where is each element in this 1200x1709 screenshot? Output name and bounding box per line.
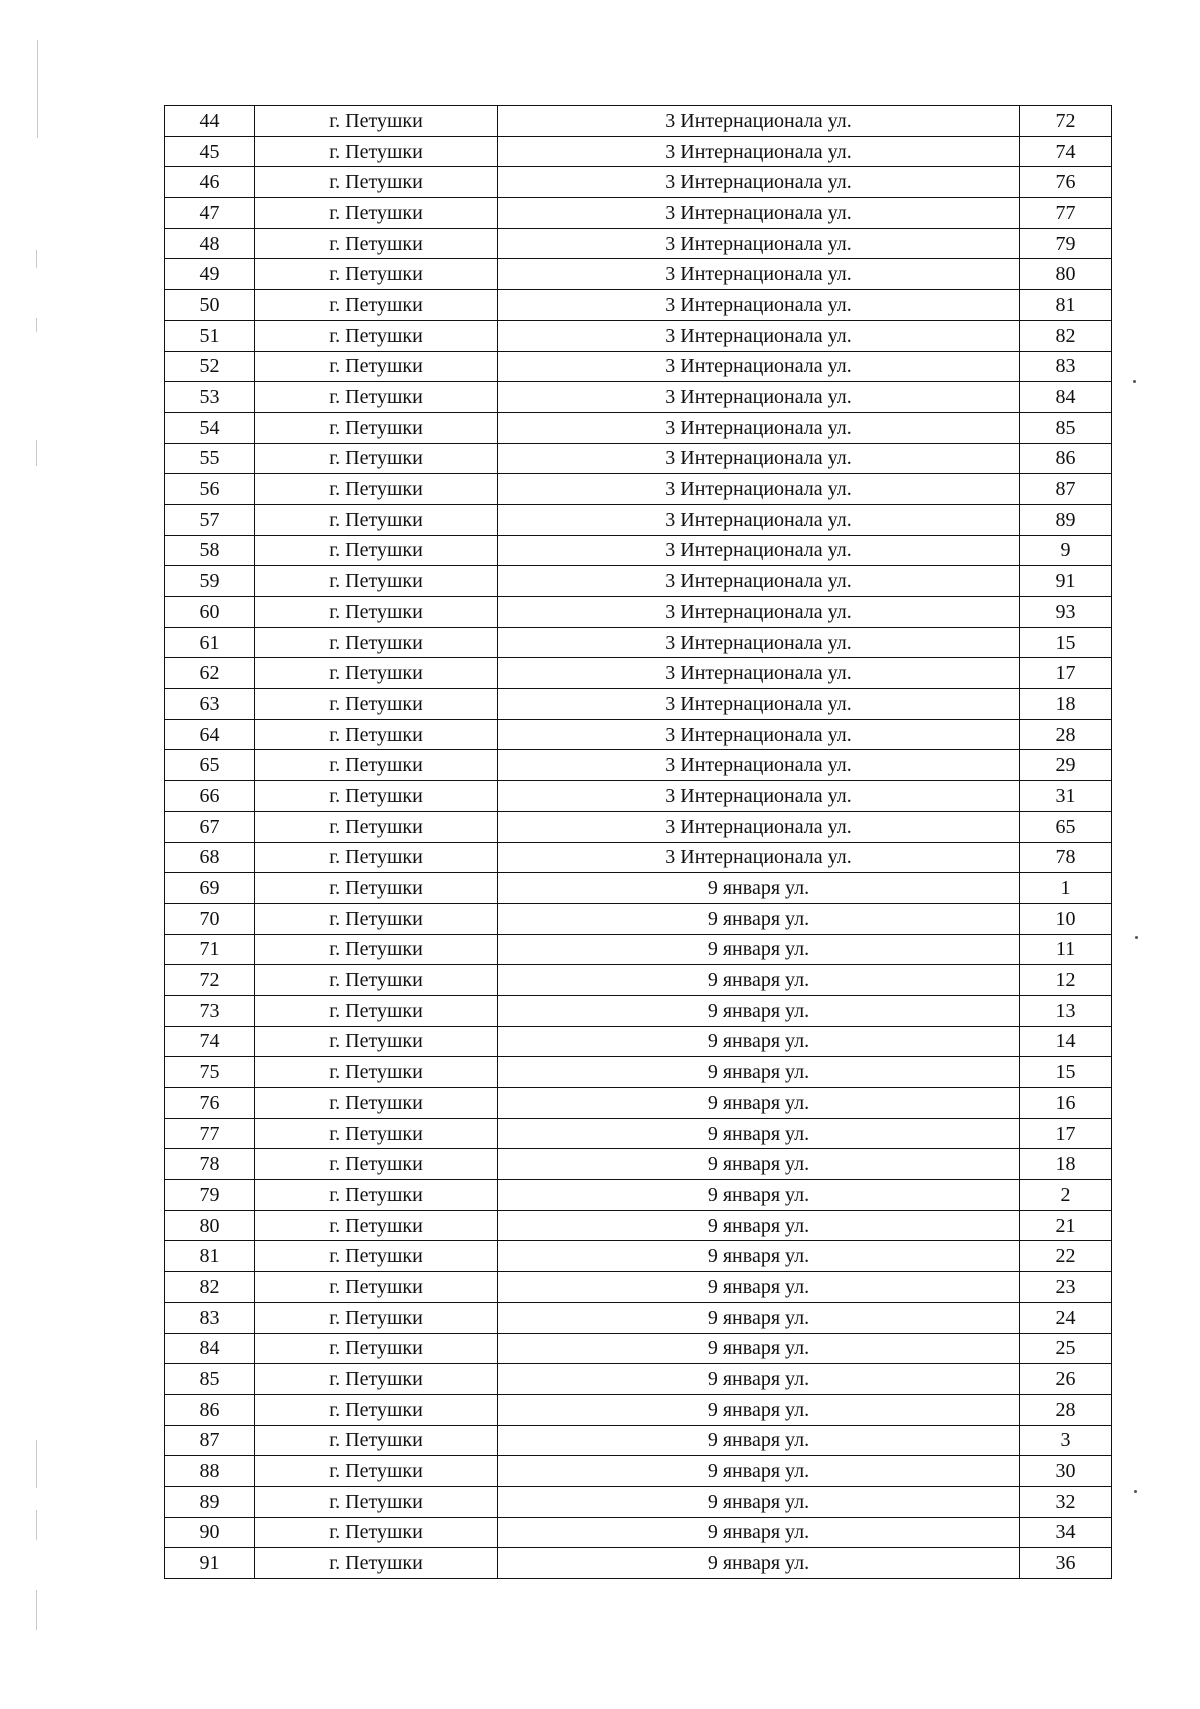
table-row bbox=[165, 1302, 1112, 1333]
row-number-cell: 69 bbox=[165, 873, 255, 904]
row-number-cell: 91 bbox=[165, 1548, 255, 1579]
row-number-cell: 55 bbox=[165, 443, 255, 474]
street-cell: 9 января ул. bbox=[498, 1088, 1020, 1119]
street-cell: 9 января ул. bbox=[498, 1394, 1020, 1425]
city-cell: г. Петушки bbox=[255, 290, 498, 321]
row-number-cell: 65 bbox=[165, 750, 255, 781]
table-row bbox=[165, 1272, 1112, 1303]
row-number-cell: 82 bbox=[165, 1272, 255, 1303]
city-cell: г. Петушки bbox=[255, 136, 498, 167]
city-cell: г. Петушки bbox=[255, 1302, 498, 1333]
row-number-cell: 71 bbox=[165, 934, 255, 965]
table-row bbox=[165, 136, 1112, 167]
address-table-body bbox=[165, 106, 1112, 1579]
house-number-cell: 93 bbox=[1020, 597, 1112, 628]
city-cell: г. Петушки bbox=[255, 1026, 498, 1057]
street-cell: 9 января ул. bbox=[498, 903, 1020, 934]
row-number-cell: 57 bbox=[165, 504, 255, 535]
house-number-cell: 22 bbox=[1020, 1241, 1112, 1272]
street-cell: 9 января ул. bbox=[498, 1180, 1020, 1211]
house-number-cell: 10 bbox=[1020, 903, 1112, 934]
row-number-cell: 70 bbox=[165, 903, 255, 934]
street-cell: 3 Интернационала ул. bbox=[498, 566, 1020, 597]
row-number-cell: 76 bbox=[165, 1088, 255, 1119]
table-row bbox=[165, 934, 1112, 965]
table-row bbox=[165, 504, 1112, 535]
street-cell: 3 Интернационала ул. bbox=[498, 167, 1020, 198]
row-number-cell: 61 bbox=[165, 627, 255, 658]
city-cell: г. Петушки bbox=[255, 1210, 498, 1241]
house-number-cell: 32 bbox=[1020, 1486, 1112, 1517]
house-number-cell: 18 bbox=[1020, 1149, 1112, 1180]
table-row bbox=[165, 443, 1112, 474]
house-number-cell: 15 bbox=[1020, 627, 1112, 658]
house-number-cell: 82 bbox=[1020, 320, 1112, 351]
table-row bbox=[165, 1026, 1112, 1057]
row-number-cell: 45 bbox=[165, 136, 255, 167]
street-cell: 3 Интернационала ул. bbox=[498, 106, 1020, 137]
street-cell: 3 Интернационала ул. bbox=[498, 597, 1020, 628]
row-number-cell: 60 bbox=[165, 597, 255, 628]
house-number-cell: 74 bbox=[1020, 136, 1112, 167]
city-cell: г. Петушки bbox=[255, 1272, 498, 1303]
row-number-cell: 52 bbox=[165, 351, 255, 382]
house-number-cell: 21 bbox=[1020, 1210, 1112, 1241]
house-number-cell: 87 bbox=[1020, 474, 1112, 505]
table-row bbox=[165, 903, 1112, 934]
street-cell: 9 января ул. bbox=[498, 1057, 1020, 1088]
street-cell: 3 Интернационала ул. bbox=[498, 290, 1020, 321]
table-row bbox=[165, 228, 1112, 259]
table-row bbox=[165, 842, 1112, 873]
house-number-cell: 84 bbox=[1020, 382, 1112, 413]
table-row bbox=[165, 1456, 1112, 1487]
street-cell: 9 января ул. bbox=[498, 873, 1020, 904]
table-row bbox=[165, 351, 1112, 382]
house-number-cell: 15 bbox=[1020, 1057, 1112, 1088]
row-number-cell: 75 bbox=[165, 1057, 255, 1088]
row-number-cell: 85 bbox=[165, 1364, 255, 1395]
table-row bbox=[165, 1057, 1112, 1088]
house-number-cell: 28 bbox=[1020, 719, 1112, 750]
street-cell: 3 Интернационала ул. bbox=[498, 781, 1020, 812]
row-number-cell: 88 bbox=[165, 1456, 255, 1487]
table-row bbox=[165, 1180, 1112, 1211]
city-cell: г. Петушки bbox=[255, 412, 498, 443]
row-number-cell: 64 bbox=[165, 719, 255, 750]
row-number-cell: 49 bbox=[165, 259, 255, 290]
street-cell: 3 Интернационала ул. bbox=[498, 351, 1020, 382]
city-cell: г. Петушки bbox=[255, 1118, 498, 1149]
street-cell: 3 Интернационала ул. bbox=[498, 136, 1020, 167]
house-number-cell: 18 bbox=[1020, 689, 1112, 720]
street-cell: 3 Интернационала ул. bbox=[498, 412, 1020, 443]
house-number-cell: 17 bbox=[1020, 1118, 1112, 1149]
table-row bbox=[165, 1241, 1112, 1272]
row-number-cell: 86 bbox=[165, 1394, 255, 1425]
city-cell: г. Петушки bbox=[255, 781, 498, 812]
house-number-cell: 91 bbox=[1020, 566, 1112, 597]
city-cell: г. Петушки bbox=[255, 474, 498, 505]
house-number-cell: 17 bbox=[1020, 658, 1112, 689]
street-cell: 3 Интернационала ул. bbox=[498, 382, 1020, 413]
city-cell: г. Петушки bbox=[255, 903, 498, 934]
city-cell: г. Петушки bbox=[255, 750, 498, 781]
street-cell: 3 Интернационала ул. bbox=[498, 842, 1020, 873]
city-cell: г. Петушки bbox=[255, 1088, 498, 1119]
table-row bbox=[165, 1118, 1112, 1149]
city-cell: г. Петушки bbox=[255, 504, 498, 535]
house-number-cell: 81 bbox=[1020, 290, 1112, 321]
street-cell: 9 января ул. bbox=[498, 934, 1020, 965]
city-cell: г. Петушки bbox=[255, 811, 498, 842]
house-number-cell: 85 bbox=[1020, 412, 1112, 443]
row-number-cell: 87 bbox=[165, 1425, 255, 1456]
house-number-cell: 78 bbox=[1020, 842, 1112, 873]
street-cell: 9 января ул. bbox=[498, 1302, 1020, 1333]
street-cell: 9 января ул. bbox=[498, 1425, 1020, 1456]
table-row bbox=[165, 1394, 1112, 1425]
city-cell: г. Петушки bbox=[255, 198, 498, 229]
table-row bbox=[165, 811, 1112, 842]
house-number-cell: 31 bbox=[1020, 781, 1112, 812]
row-number-cell: 84 bbox=[165, 1333, 255, 1364]
city-cell: г. Петушки bbox=[255, 167, 498, 198]
city-cell: г. Петушки bbox=[255, 689, 498, 720]
table-row bbox=[165, 1486, 1112, 1517]
street-cell: 3 Интернационала ул. bbox=[498, 198, 1020, 229]
house-number-cell: 83 bbox=[1020, 351, 1112, 382]
house-number-cell: 1 bbox=[1020, 873, 1112, 904]
row-number-cell: 67 bbox=[165, 811, 255, 842]
house-number-cell: 3 bbox=[1020, 1425, 1112, 1456]
table-row bbox=[165, 1548, 1112, 1579]
city-cell: г. Петушки bbox=[255, 1517, 498, 1548]
city-cell: г. Петушки bbox=[255, 1149, 498, 1180]
table-row bbox=[165, 781, 1112, 812]
city-cell: г. Петушки bbox=[255, 259, 498, 290]
city-cell: г. Петушки bbox=[255, 627, 498, 658]
table-row bbox=[165, 965, 1112, 996]
house-number-cell: 65 bbox=[1020, 811, 1112, 842]
street-cell: 3 Интернационала ул. bbox=[498, 474, 1020, 505]
table-row bbox=[165, 106, 1112, 137]
house-number-cell: 16 bbox=[1020, 1088, 1112, 1119]
row-number-cell: 63 bbox=[165, 689, 255, 720]
city-cell: г. Петушки bbox=[255, 842, 498, 873]
row-number-cell: 53 bbox=[165, 382, 255, 413]
house-number-cell: 79 bbox=[1020, 228, 1112, 259]
street-cell: 9 января ул. bbox=[498, 1026, 1020, 1057]
row-number-cell: 77 bbox=[165, 1118, 255, 1149]
house-number-cell: 23 bbox=[1020, 1272, 1112, 1303]
house-number-cell: 9 bbox=[1020, 535, 1112, 566]
table-row bbox=[165, 320, 1112, 351]
city-cell: г. Петушки bbox=[255, 1425, 498, 1456]
city-cell: г. Петушки bbox=[255, 1241, 498, 1272]
street-cell: 9 января ул. bbox=[498, 1210, 1020, 1241]
table-row bbox=[165, 535, 1112, 566]
house-number-cell: 89 bbox=[1020, 504, 1112, 535]
row-number-cell: 80 bbox=[165, 1210, 255, 1241]
street-cell: 3 Интернационала ул. bbox=[498, 535, 1020, 566]
table-row bbox=[165, 1425, 1112, 1456]
city-cell: г. Петушки bbox=[255, 965, 498, 996]
city-cell: г. Петушки bbox=[255, 597, 498, 628]
table-row bbox=[165, 290, 1112, 321]
house-number-cell: 11 bbox=[1020, 934, 1112, 965]
city-cell: г. Петушки bbox=[255, 1180, 498, 1211]
table-row bbox=[165, 1364, 1112, 1395]
street-cell: 3 Интернационала ул. bbox=[498, 504, 1020, 535]
city-cell: г. Петушки bbox=[255, 1333, 498, 1364]
city-cell: г. Петушки bbox=[255, 719, 498, 750]
address-table bbox=[164, 105, 1112, 1579]
table-row bbox=[165, 566, 1112, 597]
street-cell: 3 Интернационала ул. bbox=[498, 811, 1020, 842]
house-number-cell: 36 bbox=[1020, 1548, 1112, 1579]
street-cell: 9 января ул. bbox=[498, 1272, 1020, 1303]
street-cell: 9 января ул. bbox=[498, 965, 1020, 996]
city-cell: г. Петушки bbox=[255, 351, 498, 382]
row-number-cell: 89 bbox=[165, 1486, 255, 1517]
street-cell: 9 января ул. bbox=[498, 1364, 1020, 1395]
house-number-cell: 30 bbox=[1020, 1456, 1112, 1487]
city-cell: г. Петушки bbox=[255, 873, 498, 904]
table-row bbox=[165, 627, 1112, 658]
table-row bbox=[165, 597, 1112, 628]
row-number-cell: 62 bbox=[165, 658, 255, 689]
row-number-cell: 48 bbox=[165, 228, 255, 259]
house-number-cell: 86 bbox=[1020, 443, 1112, 474]
street-cell: 3 Интернационала ул. bbox=[498, 658, 1020, 689]
table-row bbox=[165, 1149, 1112, 1180]
street-cell: 9 января ул. bbox=[498, 1241, 1020, 1272]
street-cell: 3 Интернационала ул. bbox=[498, 719, 1020, 750]
street-cell: 3 Интернационала ул. bbox=[498, 228, 1020, 259]
row-number-cell: 47 bbox=[165, 198, 255, 229]
row-number-cell: 79 bbox=[165, 1180, 255, 1211]
house-number-cell: 34 bbox=[1020, 1517, 1112, 1548]
table-row bbox=[165, 873, 1112, 904]
city-cell: г. Петушки bbox=[255, 1548, 498, 1579]
table-row bbox=[165, 719, 1112, 750]
street-cell: 9 января ул. bbox=[498, 1486, 1020, 1517]
row-number-cell: 44 bbox=[165, 106, 255, 137]
house-number-cell: 13 bbox=[1020, 995, 1112, 1026]
street-cell: 3 Интернационала ул. bbox=[498, 689, 1020, 720]
city-cell: г. Петушки bbox=[255, 382, 498, 413]
house-number-cell: 29 bbox=[1020, 750, 1112, 781]
table-row bbox=[165, 689, 1112, 720]
row-number-cell: 51 bbox=[165, 320, 255, 351]
row-number-cell: 46 bbox=[165, 167, 255, 198]
city-cell: г. Петушки bbox=[255, 934, 498, 965]
street-cell: 3 Интернационала ул. bbox=[498, 320, 1020, 351]
row-number-cell: 59 bbox=[165, 566, 255, 597]
table-row bbox=[165, 995, 1112, 1026]
row-number-cell: 90 bbox=[165, 1517, 255, 1548]
house-number-cell: 26 bbox=[1020, 1364, 1112, 1395]
street-cell: 3 Интернационала ул. bbox=[498, 750, 1020, 781]
row-number-cell: 73 bbox=[165, 995, 255, 1026]
city-cell: г. Петушки bbox=[255, 535, 498, 566]
street-cell: 9 января ул. bbox=[498, 1149, 1020, 1180]
house-number-cell: 72 bbox=[1020, 106, 1112, 137]
city-cell: г. Петушки bbox=[255, 1456, 498, 1487]
row-number-cell: 74 bbox=[165, 1026, 255, 1057]
street-cell: 9 января ул. bbox=[498, 995, 1020, 1026]
table-row bbox=[165, 658, 1112, 689]
house-number-cell: 2 bbox=[1020, 1180, 1112, 1211]
house-number-cell: 25 bbox=[1020, 1333, 1112, 1364]
street-cell: 9 января ул. bbox=[498, 1333, 1020, 1364]
table-row bbox=[165, 1088, 1112, 1119]
house-number-cell: 24 bbox=[1020, 1302, 1112, 1333]
house-number-cell: 12 bbox=[1020, 965, 1112, 996]
street-cell: 3 Интернационала ул. bbox=[498, 259, 1020, 290]
house-number-cell: 14 bbox=[1020, 1026, 1112, 1057]
street-cell: 9 января ул. bbox=[498, 1548, 1020, 1579]
city-cell: г. Петушки bbox=[255, 106, 498, 137]
table-row bbox=[165, 1517, 1112, 1548]
row-number-cell: 81 bbox=[165, 1241, 255, 1272]
street-cell: 3 Интернационала ул. bbox=[498, 627, 1020, 658]
table-row bbox=[165, 1333, 1112, 1364]
table-row bbox=[165, 474, 1112, 505]
table-row bbox=[165, 750, 1112, 781]
city-cell: г. Петушки bbox=[255, 443, 498, 474]
house-number-cell: 80 bbox=[1020, 259, 1112, 290]
row-number-cell: 78 bbox=[165, 1149, 255, 1180]
city-cell: г. Петушки bbox=[255, 228, 498, 259]
city-cell: г. Петушки bbox=[255, 566, 498, 597]
row-number-cell: 68 bbox=[165, 842, 255, 873]
city-cell: г. Петушки bbox=[255, 1057, 498, 1088]
city-cell: г. Петушки bbox=[255, 1394, 498, 1425]
row-number-cell: 54 bbox=[165, 412, 255, 443]
table-row bbox=[165, 259, 1112, 290]
table-row bbox=[165, 167, 1112, 198]
city-cell: г. Петушки bbox=[255, 658, 498, 689]
table-row bbox=[165, 198, 1112, 229]
row-number-cell: 66 bbox=[165, 781, 255, 812]
table-row bbox=[165, 382, 1112, 413]
city-cell: г. Петушки bbox=[255, 320, 498, 351]
house-number-cell: 76 bbox=[1020, 167, 1112, 198]
table-row bbox=[165, 1210, 1112, 1241]
row-number-cell: 72 bbox=[165, 965, 255, 996]
house-number-cell: 28 bbox=[1020, 1394, 1112, 1425]
street-cell: 3 Интернационала ул. bbox=[498, 443, 1020, 474]
street-cell: 9 января ул. bbox=[498, 1456, 1020, 1487]
row-number-cell: 58 bbox=[165, 535, 255, 566]
street-cell: 9 января ул. bbox=[498, 1118, 1020, 1149]
city-cell: г. Петушки bbox=[255, 995, 498, 1026]
table-row bbox=[165, 412, 1112, 443]
city-cell: г. Петушки bbox=[255, 1364, 498, 1395]
row-number-cell: 83 bbox=[165, 1302, 255, 1333]
street-cell: 9 января ул. bbox=[498, 1517, 1020, 1548]
city-cell: г. Петушки bbox=[255, 1486, 498, 1517]
row-number-cell: 56 bbox=[165, 474, 255, 505]
house-number-cell: 77 bbox=[1020, 198, 1112, 229]
row-number-cell: 50 bbox=[165, 290, 255, 321]
